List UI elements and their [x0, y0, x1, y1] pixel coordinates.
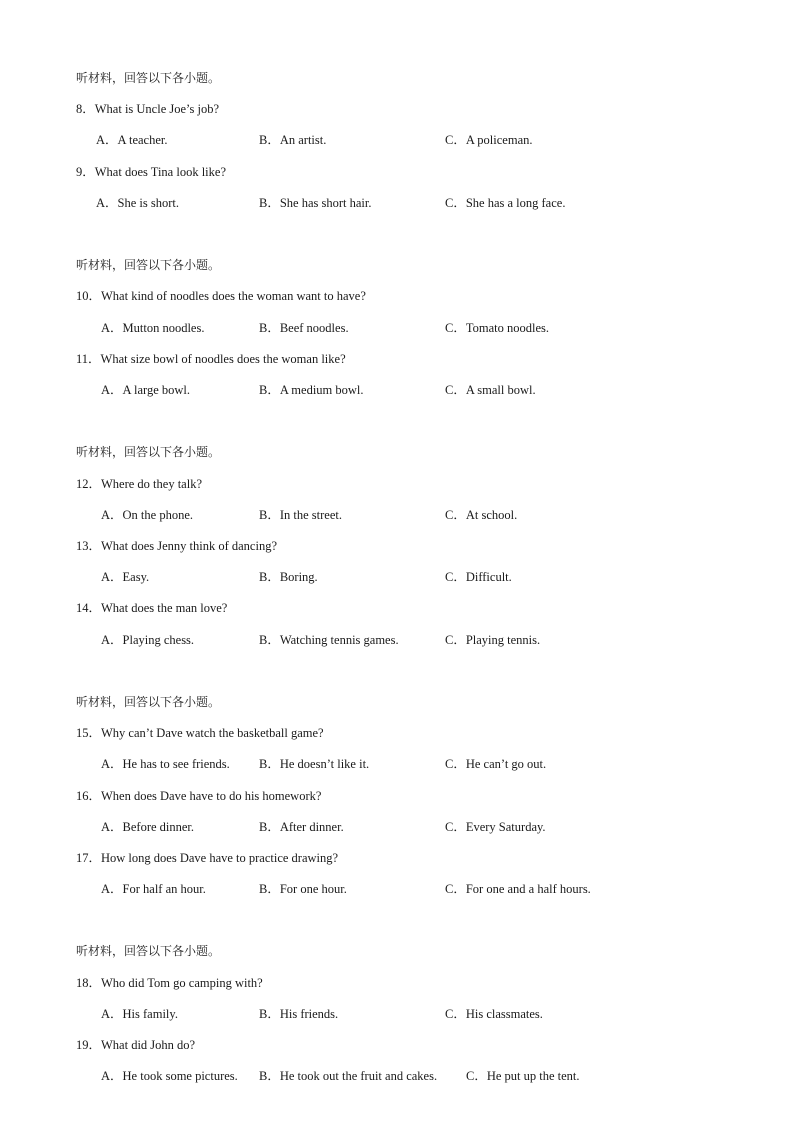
question-stem: 11．What size bowl of noodles does the woman like? — [76, 352, 346, 366]
option-c: C．A policeman. — [445, 133, 533, 147]
question-stem: 10．What kind of noodles does the woman want to have? — [76, 289, 366, 303]
question-stem: 14．What does the man love? — [76, 601, 228, 615]
option-b: B．A medium bowl. — [259, 383, 364, 397]
option-c: C．His classmates. — [445, 1007, 543, 1021]
option-b: B．Beef noodles. — [259, 321, 349, 335]
option-a: A．She is short. — [96, 196, 179, 210]
option-b: B．After dinner. — [259, 820, 344, 834]
option-c: C．A small bowl. — [445, 383, 536, 397]
question-stem: 9．What does Tina look like? — [76, 165, 226, 179]
option-c: C．Playing tennis. — [445, 633, 541, 647]
option-b: B．In the street. — [259, 508, 342, 522]
option-a: A．A teacher. — [96, 133, 168, 147]
option-a: A．On the phone. — [101, 508, 193, 522]
option-b: B．Watching tennis games. — [259, 633, 399, 647]
option-c: C．Tomato noodles. — [445, 321, 549, 335]
option-a: A．A large bowl. — [101, 383, 190, 397]
question-stem: 8．What is Uncle Joe’s job? — [76, 102, 220, 116]
option-a: A．Playing chess. — [101, 633, 195, 647]
option-c: C．She has a long face. — [445, 196, 566, 210]
option-c: C．At school. — [445, 508, 518, 522]
option-c: C．Difficult. — [445, 570, 512, 584]
option-a: A．Mutton noodles. — [101, 321, 205, 335]
option-b: B．His friends. — [259, 1007, 339, 1021]
option-b: B．For one hour. — [259, 882, 347, 896]
option-c: C．For one and a half hours. — [445, 882, 591, 896]
question-stem: 18．Who did Tom go camping with? — [76, 976, 263, 990]
option-b: B．An artist. — [259, 133, 327, 147]
question-stem: 16．When does Dave have to do his homework? — [76, 789, 322, 803]
section-intro: 听材料，回答以下各小题。 — [76, 445, 221, 459]
section-intro: 听材料，回答以下各小题。 — [76, 695, 221, 709]
option-a: A．He took some pictures. — [101, 1069, 238, 1083]
option-c: C．He put up the tent. — [466, 1069, 580, 1083]
option-b: B．He doesn’t like it. — [259, 757, 370, 771]
option-c: C．He can’t go out. — [445, 757, 547, 771]
option-b: B．She has short hair. — [259, 196, 372, 210]
question-stem: 19．What did John do? — [76, 1038, 196, 1052]
question-stem: 13．What does Jenny think of dancing? — [76, 539, 277, 553]
question-stem: 15．Why can’t Dave watch the basketball game? — [76, 726, 324, 740]
question-stem: 17．How long does Dave have to practice drawing? — [76, 851, 339, 865]
question-stem: 12．Where do they talk? — [76, 477, 202, 491]
section-intro: 听材料，回答以下各小题。 — [76, 71, 221, 85]
option-a: A．For half an hour. — [101, 882, 206, 896]
option-a: A．He has to see friends. — [101, 757, 230, 771]
option-a: A．Before dinner. — [101, 820, 195, 834]
section-intro: 听材料，回答以下各小题。 — [76, 258, 221, 272]
option-c: C．Every Saturday. — [445, 820, 546, 834]
option-b: B．Boring. — [259, 570, 318, 584]
option-b: B．He took out the fruit and cakes. — [259, 1069, 438, 1083]
option-a: A．Easy. — [101, 570, 150, 584]
option-a: A．His family. — [101, 1007, 178, 1021]
section-intro: 听材料，回答以下各小题。 — [76, 944, 221, 958]
